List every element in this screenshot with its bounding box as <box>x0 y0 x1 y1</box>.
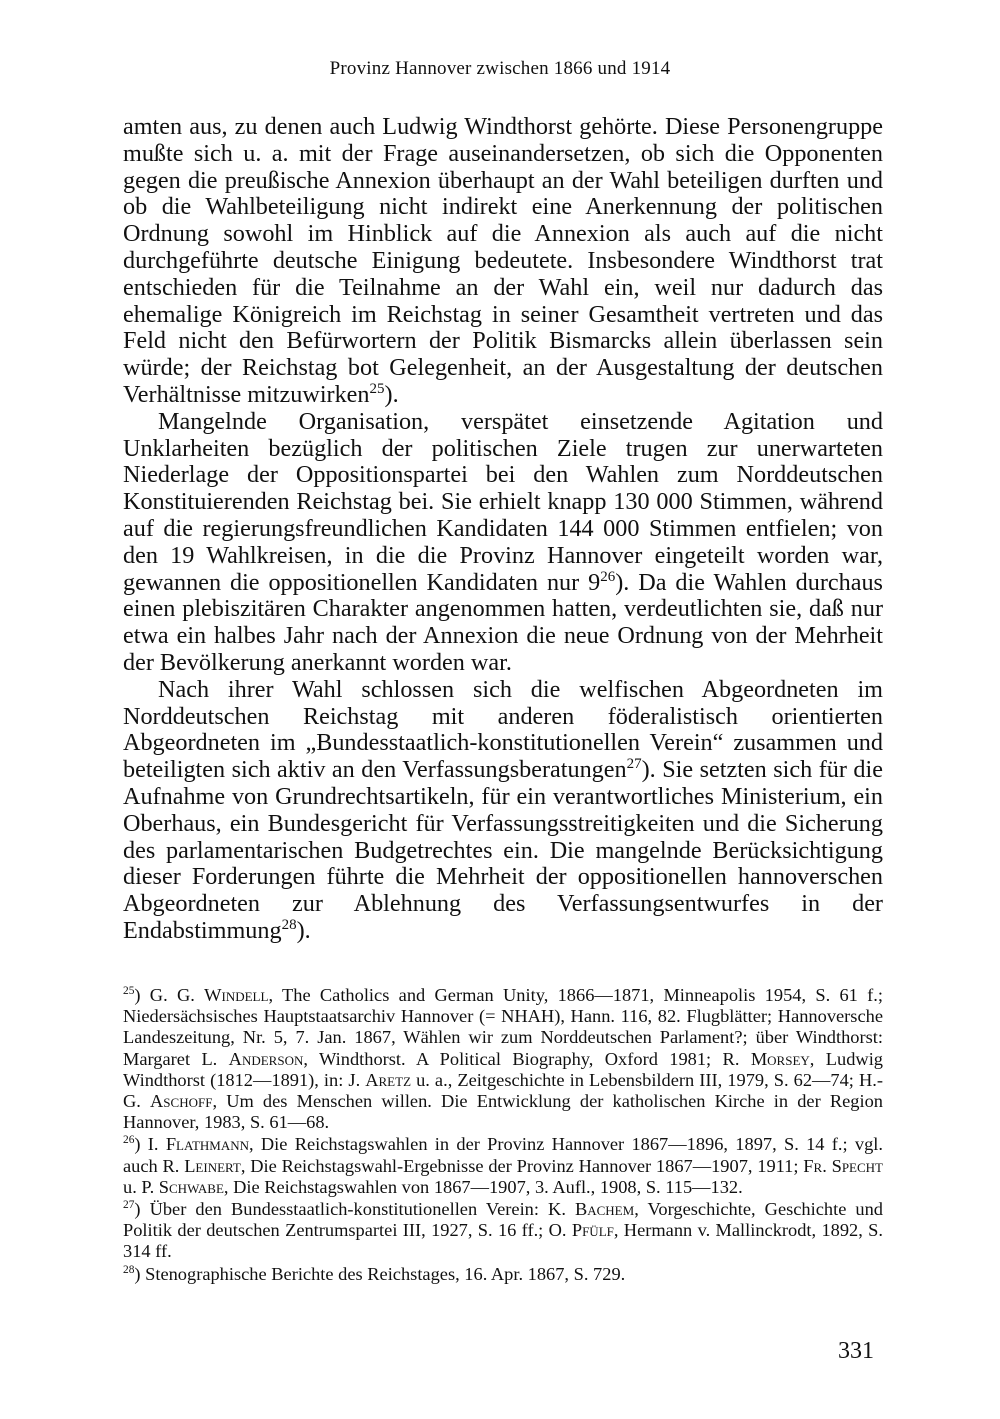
footnote-number: 28 <box>123 1263 135 1276</box>
paragraph-text: ). <box>384 380 399 408</box>
author-name: Aretz <box>365 1069 412 1090</box>
paragraph-text: ). Da die Wahlen durchaus einen plebiszitären Charakter angenommen hatten, verdeutlichten sie, daß nur etwa ein halbes Jahr nach der Annexion die neue Ordnung von der Mehrheit der Bevölkerung anerkannt worden war. <box>123 568 883 676</box>
footnote-26 <box>123 1134 883 1198</box>
footnote-text: u. P. <box>123 1176 159 1197</box>
paragraph-text: ). Sie setzten sich für die Aufnahme von Grundrechtsartikeln, für ein verantwortliches Ministerium, ein Oberhaus, ein Bundesgericht für Verfassungsstreitigkeiten und die Sicherung des parlamentarischen Budgetrechtes ein. Die mangelnde Berücksichtigung dieser Forderungen führte die Mehrheit der oppositionellen hannoverschen Abgeordneten zur Ablehnung des Verfassungsentwurfes in der Endabstimmung <box>123 756 883 944</box>
footnote-text: ) Stenographische Berichte des Reichstages, 16. Apr. 1867, S. 729. <box>134 1263 626 1284</box>
footnote-text: , The Catholics and German Unity, 1866—1871, Minneapolis 1954, S. 61 f.; Niedersächsisches Hauptstaatsarchiv Hannover (= NHAH), Hann. 116, 82. Flugblätter; Hannoversche Landeszeitung, Nr. 5, 7. Jan. 1867, Wählen wir zum Norddeutschen Parlament?; über Windthorst: Margaret L. <box>123 985 883 1069</box>
footnote-text: , Ludwig Windthorst (1812—1891), in: J. <box>123 1048 883 1090</box>
main-text <box>123 114 883 945</box>
footnote-ref: 28 <box>281 916 297 933</box>
footnote-ref: 26 <box>600 568 616 585</box>
running-header: Provinz Hannover zwischen 1866 und 1914 <box>329 58 671 79</box>
author-name: Flathmann <box>165 1134 249 1155</box>
footnote-text: , Vorgeschichte, Geschichte und Politik der deutschen Zentrumspartei III, 1927, S. 16 ff.; O. <box>123 1199 883 1241</box>
footnote-text: , Windthorst. A Political Biography, Oxford 1981; R. <box>303 1048 751 1069</box>
paragraph-1 <box>123 114 883 409</box>
footnote-text: , Um des Menschen willen. Die Entwicklung der katholischen Kirche in der Region Hannover, 1983, S. 61—68. <box>123 1091 883 1133</box>
footnote-text: , Die Reichstagswahlen in der Provinz Hannover 1867—1896, 1897, S. 14 f.; vgl. auch R. <box>123 1134 883 1176</box>
author-name: Leinert <box>184 1155 241 1176</box>
author-name: Bachem <box>574 1199 635 1220</box>
paragraph-2 <box>123 409 883 677</box>
footnote-number: 27 <box>123 1198 135 1211</box>
footnote-28 <box>123 1264 883 1285</box>
paragraph-3 <box>123 677 883 945</box>
author-name: Pfülf <box>571 1220 614 1241</box>
footnote-27 <box>123 1199 883 1263</box>
footnote-text: ) Über den Bundesstaatlich-konstitutionellen Verein: K. <box>134 1199 575 1220</box>
paragraph-text: amten aus, zu denen auch Ludwig Windthorst gehörte. Diese Personengruppe mußte sich u. a. mit der Frage auseinandersetzen, ob sich die Opponenten gegen die preußische Annexion überhaupt an der Wahl beteiligen durften und ob die Wahlbeteiligung nicht indirekt eine Anerkennung der politischen Ordnung sowohl im Hinblick auf die Annexion als auch auf die nicht durchgeführte deutsche Einigung bedeutete. Insbesondere Windthorst trat entschieden für die Teilnahme an der Wahl ein, weil nur dadurch das ehemalige Königreich im Reichstag in seiner Gesamtheit vertreten und das Feld nicht den Befürwortern der Politik Bismarcks allein überlassen sein würde; der Reichstag bot Gelegenheit, an der Ausgestaltung der deutschen Verhältnisse mitzuwirken <box>123 113 883 408</box>
author-name: Schwabe <box>158 1176 224 1197</box>
author-name: Morsey <box>750 1048 810 1069</box>
footnote-text: u. a., Zeitgeschichte in Lebensbildern III, 1979, S. 62—74; H.-G. <box>123 1069 883 1112</box>
author-name: Anderson <box>228 1048 304 1069</box>
paragraph-text: Mangelnde Organisation, verspätet einsetzende Agitation und Unklarheiten bezüglich der politischen Ziele trugen zur unerwarteten Niederlage der Oppositionspartei bei den Wahlen zum Norddeutschen Konstituierenden Reichstag bei. Sie erhielt knapp 130 000 Stimmen, während auf die regierungsfreundlichen Kandidaten 144 000 Stimmen entfielen; von den 19 Wahlkreisen, in die die Provinz Hannover eingeteilt worden war, gewannen die oppositionellen Kandidaten nur 9 <box>123 407 883 596</box>
footnote-text: , Die Reichstagswahlen von 1867—1907, 3. Aufl., 1908, S. 115—132. <box>223 1176 743 1197</box>
footnote-text: , Hermann v. Mallinckrodt, 1892, S. 314 ff. <box>123 1220 883 1262</box>
footnote-text: , Die Reichstagswahl-Ergebnisse der Provinz Hannover 1867—1907, 1911; <box>240 1155 804 1176</box>
author-name: Fr. Specht <box>803 1155 883 1176</box>
footnote-number: 26 <box>123 1134 135 1147</box>
paragraph-text: Nach ihrer Wahl schlossen sich die welfischen Abgeordneten im Norddeutschen Reichstag mit anderen föderalistisch orientierten Abgeordneten im „Bundesstaatlich-konstitutionellen Verein“ zusammen und beteiligten sich aktiv an den Verfassungsberatungen <box>123 675 883 784</box>
footnote-text: ) G. G. <box>134 985 205 1005</box>
author-name: Aschoff <box>150 1091 213 1112</box>
paragraph-text: ). <box>296 916 311 944</box>
footnotes <box>123 985 883 1286</box>
footnote-ref: 25 <box>369 380 385 397</box>
footnote-number: 25 <box>123 984 135 997</box>
author-name: Windell <box>204 985 269 1005</box>
footnote-25 <box>123 985 883 1133</box>
page-number: 331 <box>838 1338 874 1364</box>
footnote-ref: 27 <box>626 756 642 773</box>
footnote-text: ) I. <box>134 1134 166 1155</box>
